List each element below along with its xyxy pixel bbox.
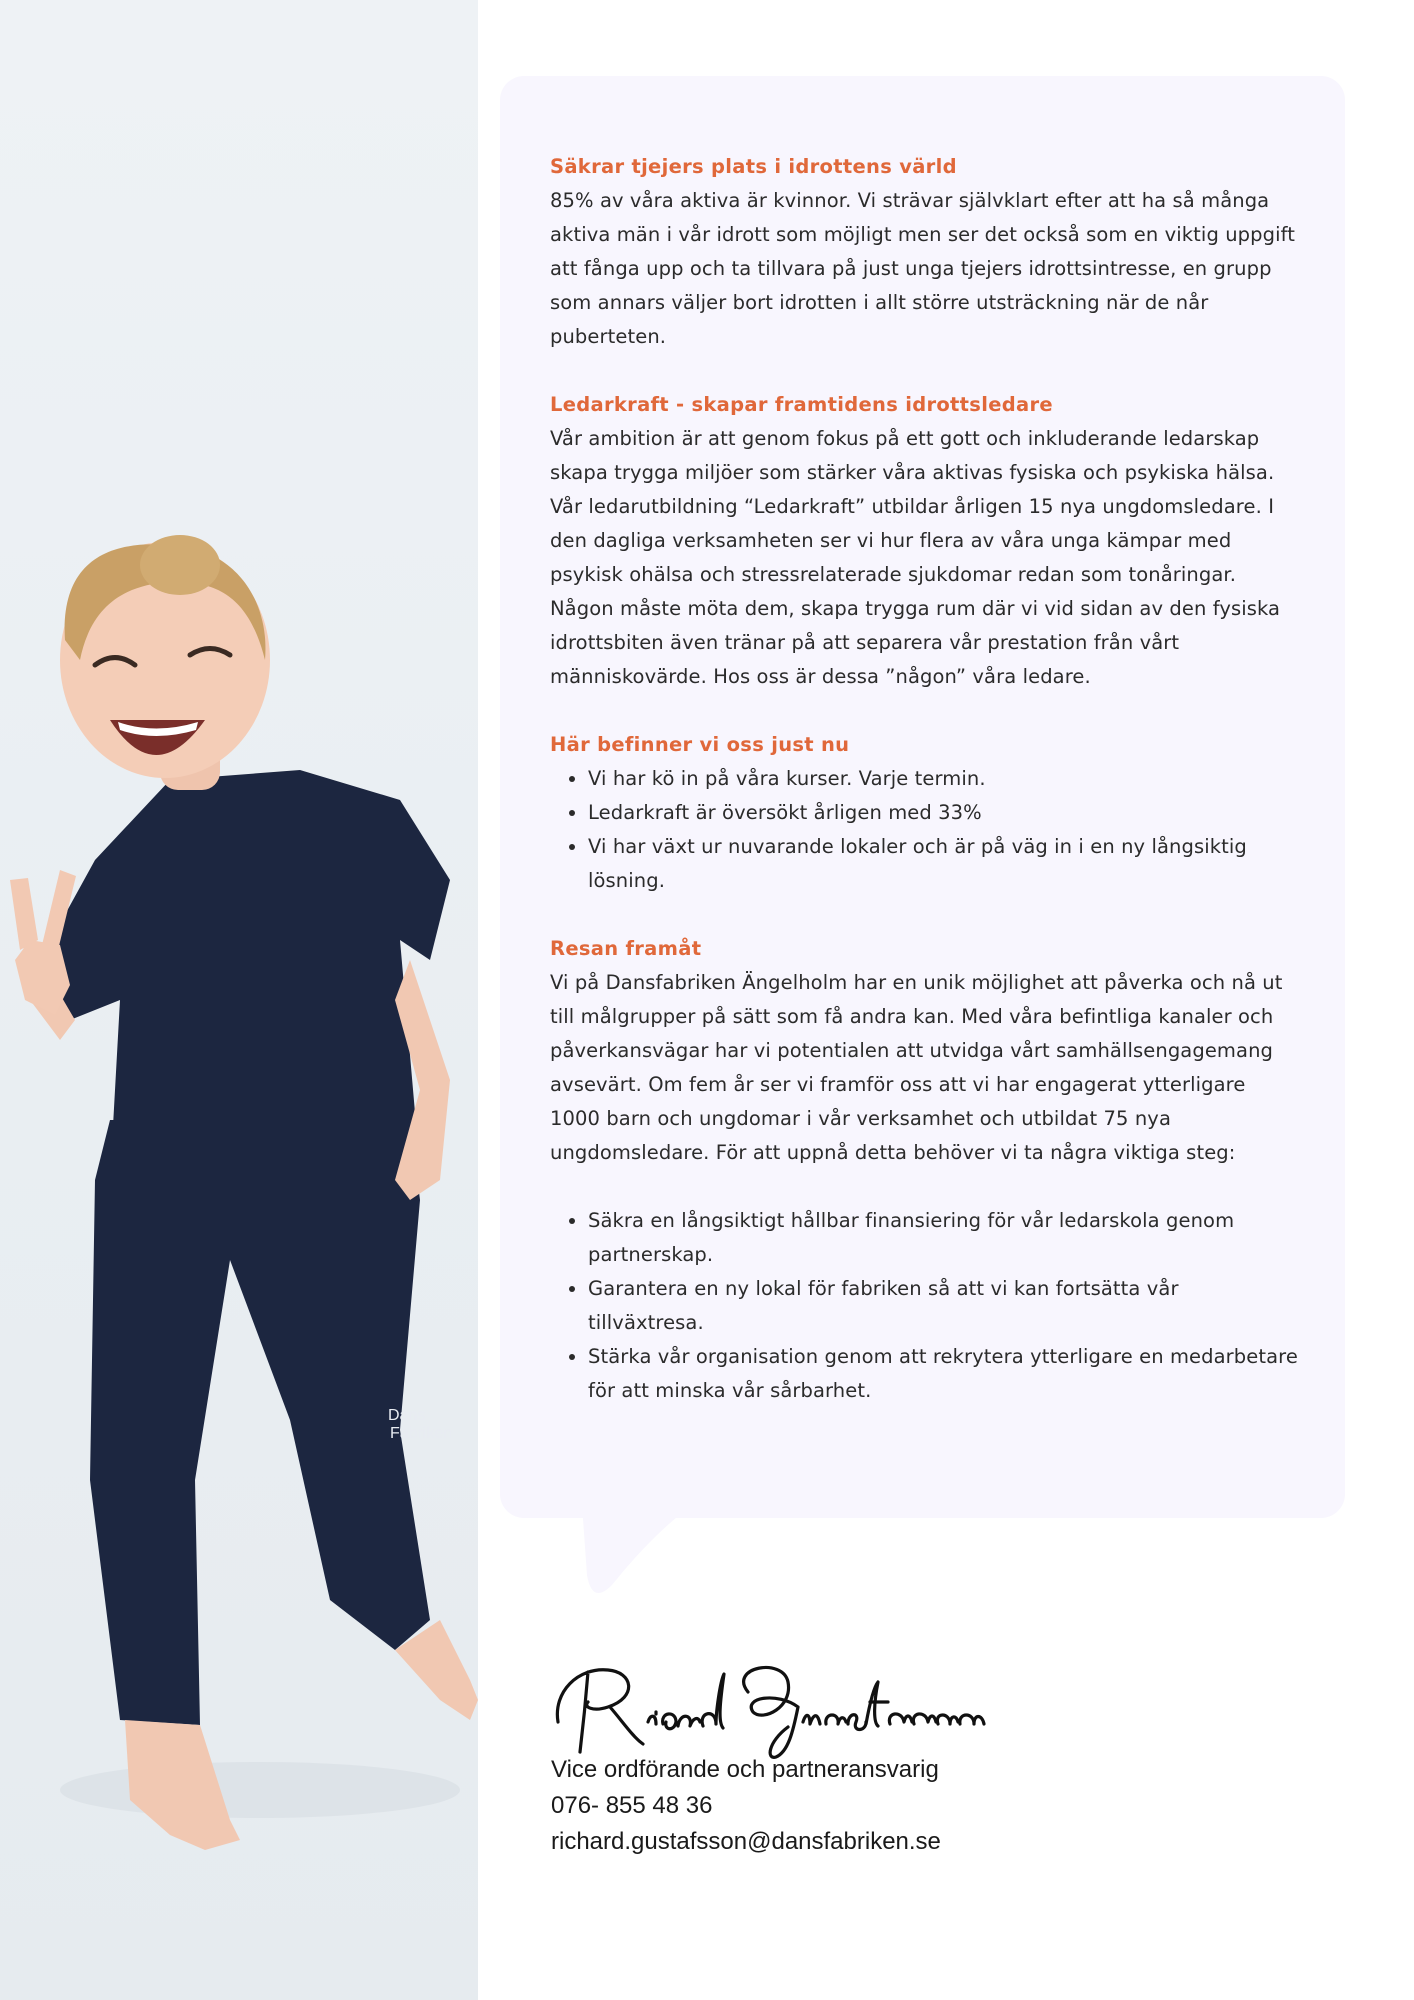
section-heading: Ledarkraft - skapar framtidens idrottsledare [550, 393, 1053, 416]
hero-photo [0, 0, 478, 2000]
list-item: • Garantera en ny lokal för fabriken så att vi kan fortsätta vår tillväxtresa. [588, 1272, 1300, 1340]
section-ledarkraft [550, 388, 1300, 694]
contact-email: richard.gustafsson@dansfabriken.se [551, 1828, 941, 1855]
status-list [550, 762, 1300, 898]
list-item: • Vi har kö in på våra kurser. Varje termin. [588, 762, 1300, 796]
list-item: • Stärka vår organisation genom att rekrytera ytterligare en medarbetare för att minska vår sårbarhet. [588, 1340, 1300, 1408]
speech-bubble-tail [582, 1505, 692, 1605]
section-text: Vår ambition är att genom fokus på ett gott och inkluderande ledarskap skapa trygga miljöer som stärker våra aktivas fysiska och psykiska hälsa. Vår ledarutbildning “Ledarkraft” utbildar årligen 15 nya ungdomsledare. I den dagliga verksamheten ser vi hur flera av våra unga kämpar med psykisk ohälsa och stressrelaterade sjukdomar redan som tonåringar. Någon måste möta dem, skapa trygga rum där vi vid sidan av den fysiska idrottsbiten även tränar på att separera vår prestation från vårt människovärde. Hos oss är dessa ”någon” våra ledare. [550, 427, 1281, 688]
contact-role: Vice ordförande och partneransvarig [551, 1756, 939, 1783]
section-text: 85% av våra aktiva är kvinnor. Vi strävar självklart efter att ha så många aktiva män i vår idrott som möjligt men ser det också som en viktig uppgift att fånga upp och ta tillvara på just unga tjejers idrottsintresse, en grupp som annars väljer bort idrotten i allt större utsträckning när de når puberteten. [550, 189, 1296, 348]
child-illustration [0, 0, 478, 2000]
contact-phone: 076- 855 48 36 [551, 1792, 713, 1819]
section-text: Vi på Dansfabriken Ängelholm har en unik möjlighet att påverka och nå ut till målgrupper på sätt som få andra kan. Med våra befintliga kanaler och påverkansvägar har vi potentialen att utvidga vårt samhällsengagemang avsevärt. Om fem år ser vi framför oss att vi har engagerat ytterligare 1000 barn och ungdomar i vår verksamhet och utbildat 75 nya ungdomsledare. För att uppnå detta behöver vi ta några viktiga steg: [550, 971, 1283, 1164]
section-heading: Här befinner vi oss just nu [550, 733, 850, 756]
list-item: • Ledarkraft är översökt årligen med 33% [588, 796, 1300, 830]
list-item: • Vi har växt ur nuvarande lokaler och är på väg in i en ny långsiktig lösning. [588, 830, 1300, 898]
section-current-status [550, 728, 1300, 898]
shirt-logo: Dans Fabriken [388, 1407, 453, 1442]
section-heading: Säkrar tjejers plats i idrottens värld [550, 155, 957, 178]
section-girls-in-sports [550, 150, 1300, 354]
handwritten-signature [548, 1652, 1018, 1762]
contact-block [551, 1752, 1151, 1860]
section-heading: Resan framåt [550, 937, 702, 960]
section-way-forward [550, 932, 1300, 1408]
list-item: • Säkra en långsiktigt hållbar finansiering för vår ledarskola genom partnerskap. [588, 1204, 1300, 1272]
steps-list [550, 1204, 1300, 1408]
main-content [550, 150, 1300, 1442]
